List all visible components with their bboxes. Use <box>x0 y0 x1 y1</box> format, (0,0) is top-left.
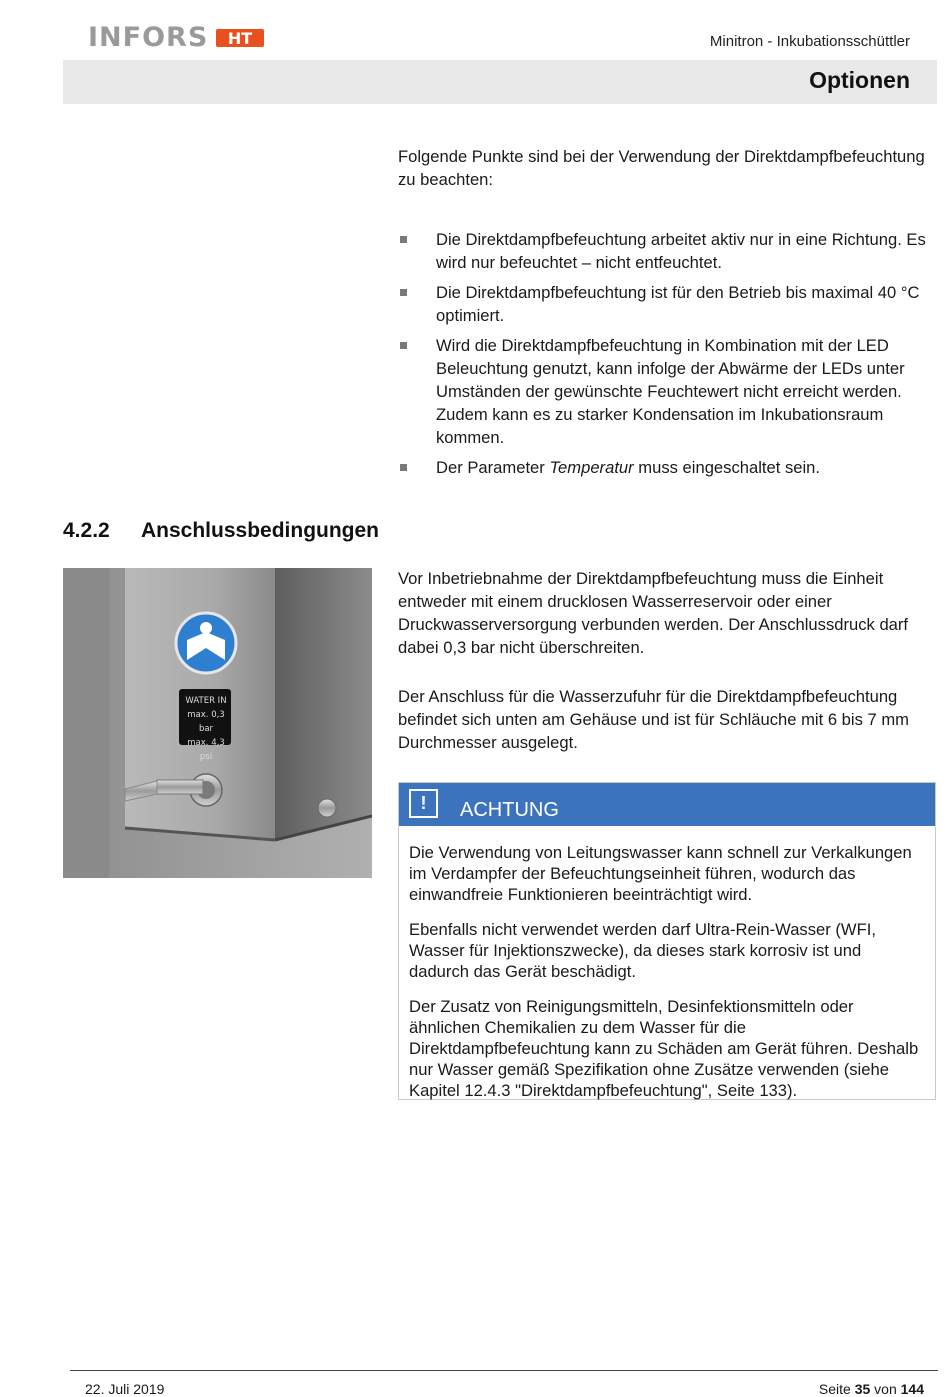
connection-paragraph-2: Der Anschluss für die Wasserzufuhr für die Direktdampfbefeuchtung befindet sich unten am Gehäuse und ist für Schläuche mit 6 bis 7 mm Durchmesser ausgelegt. <box>398 687 909 752</box>
warning-body <box>399 826 935 1101</box>
bullet-list <box>398 228 938 486</box>
list-item: Der Parameter Temperatur muss eingeschaltet sein. <box>398 456 938 479</box>
section-number: 4.2.2 <box>63 519 110 542</box>
section-heading-title: Anschlussbedingungen <box>141 519 380 542</box>
section-title: Optionen <box>809 67 910 93</box>
footer-date: 22. Juli 2019 <box>85 1381 165 1397</box>
warning-exclamation-icon: ! <box>409 789 438 818</box>
footer-page-number: Seite 35 von 144 <box>818 1381 924 1397</box>
svg-text:HT: HT <box>228 28 253 48</box>
list-item: Wird die Direktdampfbefeuchtung in Kombination mit der LED Beleuchtung genutzt, kann infolge der Abwärme der LEDs unter Umständen der gewünschte Feuchtewert nicht erreicht werden. Zudem kann es zu starker Kondensation im Inkubationsraum kommen. <box>398 334 938 449</box>
document-title: Minitron - Inkubationsschüttler <box>709 33 910 50</box>
list-item: Die Direktdampfbefeuchtung arbeitet aktiv nur in eine Richtung. Es wird nur befeuchtet – nicht entfeuchtet. <box>398 228 938 274</box>
intro-paragraph: Folgende Punkte sind bei der Verwendung der Direktdampfbefeuchtung zu beachten: <box>398 147 925 189</box>
section-header-bar <box>63 60 937 104</box>
company-logo <box>88 22 264 53</box>
logo-ht-mark-icon <box>216 26 264 50</box>
list-item: Die Direktdampfbefeuchtung ist für den Betrieb bis maximal 40 °C optimiert. <box>398 281 938 327</box>
logo-text: INFORS <box>88 22 209 53</box>
bullet-square-icon <box>400 289 407 296</box>
bullet-square-icon <box>400 236 407 243</box>
warning-box <box>398 782 936 1100</box>
warning-paragraph: Der Zusatz von Reinigungsmitteln, Desinfektionsmitteln oder ähnlichen Chemikalien zu dem Wasser für die Direktdampfbefeuchtung kann zu Schäden am Gerät führen. Deshalb nur Wasser gemäß Spezifikation ohne Zusätze verwenden (siehe Kapitel 12.4.3 "Direktdampfbefeuchtung", Seite 133). <box>409 997 919 1100</box>
connection-paragraph-1: Vor Inbetriebnahme der Direktdampfbefeuchtung muss die Einheit entweder mit einem drucklosen Wasserreservoir oder einer Druckwasserversorgung verbunden werden. Der Anschlussdruck darf dabei 0,3 bar nicht überschreiten. <box>398 569 909 657</box>
warning-paragraph: Die Verwendung von Leitungswasser kann schnell zur Verkalkungen im Verdampfer der Befeuchtungseinheit führen, wodurch das einwandfreie Funktionieren beeinträchtigt wird. <box>409 843 912 904</box>
bullet-square-icon <box>400 464 407 471</box>
bullet-square-icon <box>400 342 407 349</box>
warning-title: ACHTUNG <box>460 799 559 821</box>
section-heading <box>63 519 379 543</box>
device-photo <box>63 568 372 878</box>
warning-header <box>399 783 935 826</box>
warning-paragraph: Ebenfalls nicht verwendet werden darf Ultra-Rein-Wasser (WFI, Wasser für Injektionszwecke), da dieses stark korrosiv ist und dadurch das Gerät beschädigt. <box>409 920 876 981</box>
water-in-label: WATER IN max. 0,3 bar max. 4,3 psi <box>185 696 227 762</box>
footer-divider <box>70 1370 938 1371</box>
